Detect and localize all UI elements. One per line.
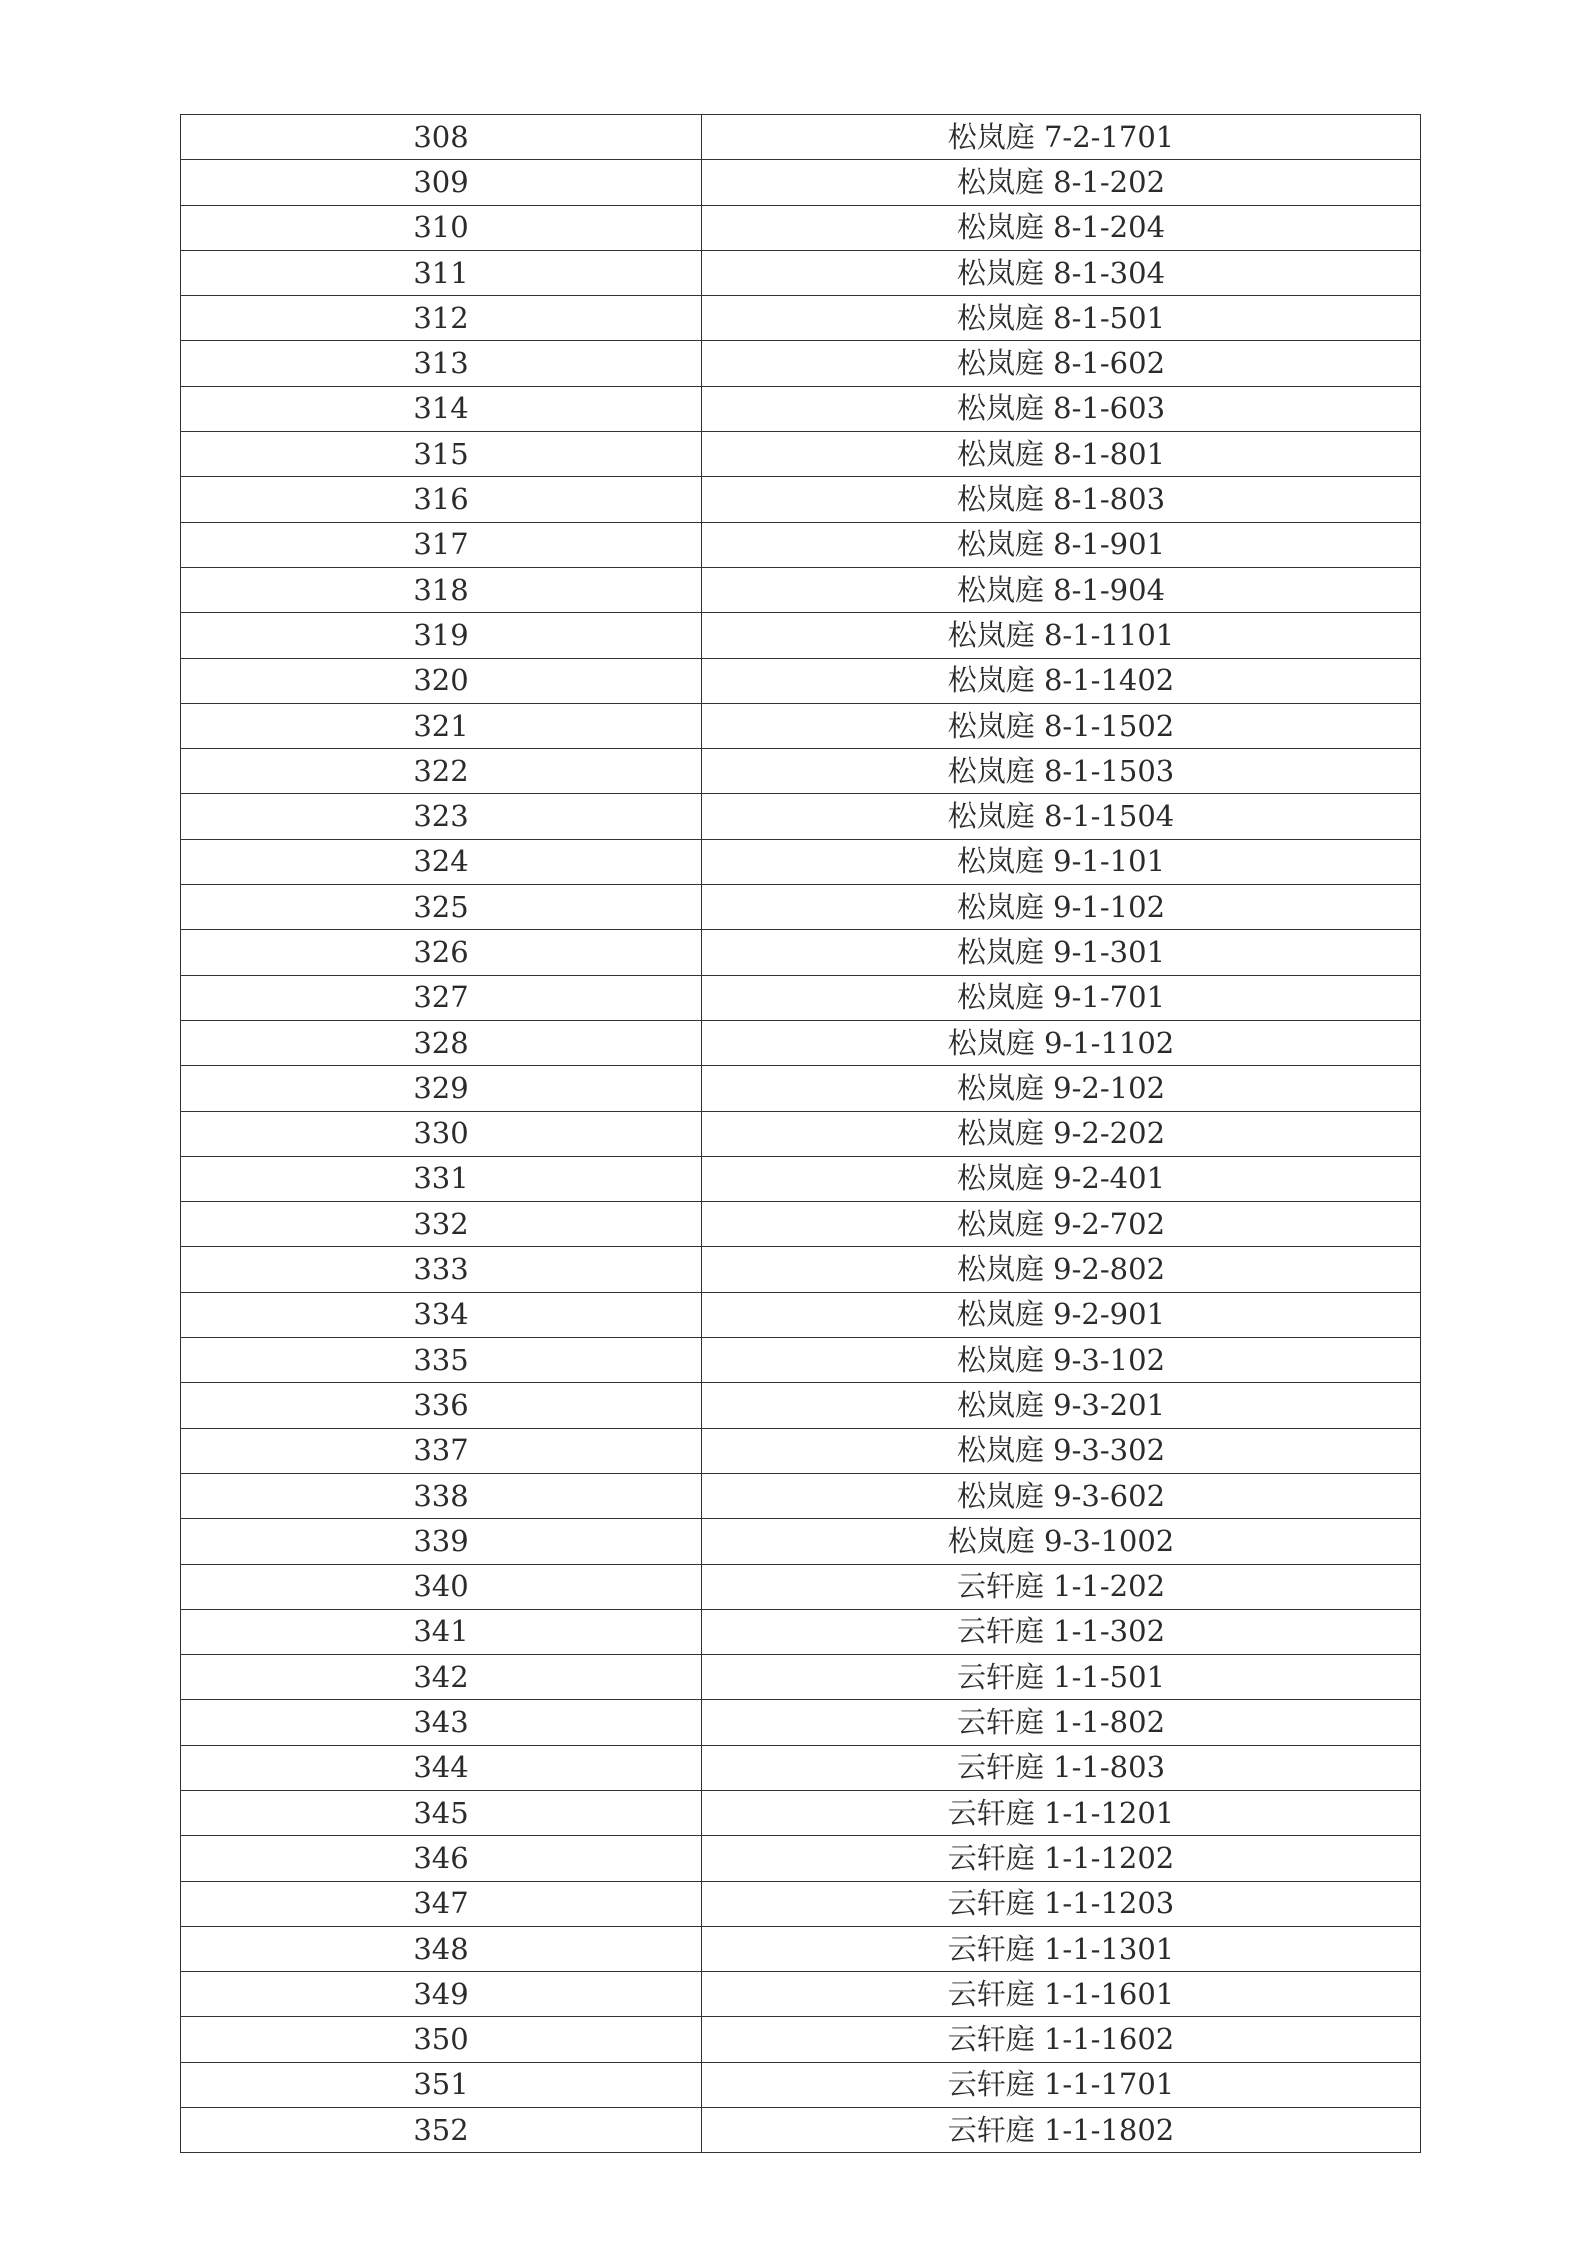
row-number-cell: 328 [181,1020,702,1065]
row-number-cell: 334 [181,1292,702,1337]
table-row [181,2017,1421,2062]
unit-address-cell: 云轩庭 1-1-1203 [702,1881,1421,1926]
table-row [181,2062,1421,2107]
unit-address-cell: 松岚庭 9-2-802 [702,1247,1421,1292]
unit-address-cell: 松岚庭 9-2-401 [702,1156,1421,1201]
unit-address-cell: 松岚庭 9-1-101 [702,839,1421,884]
unit-address-cell: 松岚庭 9-2-702 [702,1202,1421,1247]
table-row [181,1020,1421,1065]
row-number-cell: 323 [181,794,702,839]
table-row [181,1473,1421,1518]
table-row [181,477,1421,522]
unit-address-cell: 松岚庭 9-1-102 [702,885,1421,930]
table-row [181,1156,1421,1201]
unit-address-cell: 松岚庭 9-2-901 [702,1292,1421,1337]
table-row [181,1745,1421,1790]
unit-address-cell: 云轩庭 1-1-302 [702,1609,1421,1654]
row-number-cell: 347 [181,1881,702,1926]
table-row [181,1700,1421,1745]
row-number-cell: 342 [181,1655,702,1700]
table-row [181,1790,1421,1835]
unit-address-cell: 松岚庭 7-2-1701 [702,115,1421,160]
unit-address-cell: 松岚庭 9-1-701 [702,975,1421,1020]
unit-address-cell: 云轩庭 1-1-501 [702,1655,1421,1700]
row-number-cell: 326 [181,930,702,975]
table-row [181,1066,1421,1111]
row-number-cell: 317 [181,522,702,567]
row-number-cell: 325 [181,885,702,930]
table-row [181,1972,1421,2017]
unit-address-cell: 松岚庭 9-3-302 [702,1428,1421,1473]
row-number-cell: 320 [181,658,702,703]
row-number-cell: 310 [181,205,702,250]
row-number-cell: 350 [181,2017,702,2062]
row-number-cell: 344 [181,1745,702,1790]
unit-address-cell: 松岚庭 8-1-801 [702,432,1421,477]
row-number-cell: 311 [181,250,702,295]
table-row [181,1655,1421,1700]
unit-address-cell: 云轩庭 1-1-1201 [702,1790,1421,1835]
unit-address-cell: 松岚庭 8-1-803 [702,477,1421,522]
unit-address-cell: 松岚庭 9-1-301 [702,930,1421,975]
unit-address-cell: 松岚庭 8-1-904 [702,567,1421,612]
row-number-cell: 322 [181,749,702,794]
row-number-cell: 331 [181,1156,702,1201]
unit-address-cell: 云轩庭 1-1-1601 [702,1972,1421,2017]
row-number-cell: 343 [181,1700,702,1745]
table-row [181,703,1421,748]
table-row [181,1836,1421,1881]
table-row [181,205,1421,250]
table-row [181,341,1421,386]
unit-address-cell: 松岚庭 8-1-1402 [702,658,1421,703]
row-number-cell: 332 [181,1202,702,1247]
table-row [181,522,1421,567]
row-number-cell: 335 [181,1338,702,1383]
table-row [181,975,1421,1020]
row-number-cell: 314 [181,386,702,431]
row-number-cell: 316 [181,477,702,522]
unit-address-cell: 松岚庭 9-2-202 [702,1111,1421,1156]
table-row [181,1202,1421,1247]
table-row [181,1383,1421,1428]
unit-address-cell: 松岚庭 9-1-1102 [702,1020,1421,1065]
table-row [181,1111,1421,1156]
unit-address-cell: 松岚庭 8-1-602 [702,341,1421,386]
table-row [181,1609,1421,1654]
unit-address-cell: 松岚庭 8-1-501 [702,296,1421,341]
row-number-cell: 330 [181,1111,702,1156]
table-row [181,839,1421,884]
unit-address-cell: 松岚庭 8-1-603 [702,386,1421,431]
row-number-cell: 349 [181,1972,702,2017]
unit-address-cell: 松岚庭 8-1-204 [702,205,1421,250]
unit-address-cell: 松岚庭 9-3-102 [702,1338,1421,1383]
table-row [181,1519,1421,1564]
address-table-body [181,115,1421,2153]
row-number-cell: 324 [181,839,702,884]
row-number-cell: 341 [181,1609,702,1654]
row-number-cell: 329 [181,1066,702,1111]
row-number-cell: 348 [181,1926,702,1971]
row-number-cell: 312 [181,296,702,341]
row-number-cell: 308 [181,115,702,160]
row-number-cell: 309 [181,160,702,205]
unit-address-cell: 云轩庭 1-1-1301 [702,1926,1421,1971]
unit-address-cell: 松岚庭 8-1-1504 [702,794,1421,839]
table-row [181,749,1421,794]
row-number-cell: 336 [181,1383,702,1428]
unit-address-cell: 松岚庭 8-1-304 [702,250,1421,295]
table-row [181,386,1421,431]
table-row [181,296,1421,341]
table-row [181,1292,1421,1337]
unit-address-cell: 云轩庭 1-1-202 [702,1564,1421,1609]
unit-address-cell: 云轩庭 1-1-1802 [702,2108,1421,2153]
table-row [181,567,1421,612]
unit-address-cell: 松岚庭 8-1-901 [702,522,1421,567]
unit-address-cell: 松岚庭 9-2-102 [702,1066,1421,1111]
table-row [181,1428,1421,1473]
row-number-cell: 337 [181,1428,702,1473]
unit-address-cell: 松岚庭 8-1-1101 [702,613,1421,658]
row-number-cell: 321 [181,703,702,748]
unit-address-cell: 松岚庭 8-1-1502 [702,703,1421,748]
unit-address-cell: 松岚庭 9-3-602 [702,1473,1421,1518]
row-number-cell: 346 [181,1836,702,1881]
table-row [181,794,1421,839]
row-number-cell: 333 [181,1247,702,1292]
unit-address-cell: 云轩庭 1-1-803 [702,1745,1421,1790]
row-number-cell: 327 [181,975,702,1020]
row-number-cell: 351 [181,2062,702,2107]
row-number-cell: 340 [181,1564,702,1609]
table-row [181,1338,1421,1383]
row-number-cell: 313 [181,341,702,386]
table-row [181,432,1421,477]
unit-address-cell: 松岚庭 8-1-202 [702,160,1421,205]
address-table [180,114,1421,2153]
row-number-cell: 319 [181,613,702,658]
table-row [181,613,1421,658]
row-number-cell: 318 [181,567,702,612]
table-row [181,1881,1421,1926]
unit-address-cell: 松岚庭 8-1-1503 [702,749,1421,794]
table-row [181,160,1421,205]
table-row [181,1564,1421,1609]
table-row [181,1926,1421,1971]
row-number-cell: 315 [181,432,702,477]
table-row [181,1247,1421,1292]
unit-address-cell: 云轩庭 1-1-1701 [702,2062,1421,2107]
table-row [181,930,1421,975]
table-row [181,658,1421,703]
table-row [181,2108,1421,2153]
unit-address-cell: 云轩庭 1-1-802 [702,1700,1421,1745]
row-number-cell: 339 [181,1519,702,1564]
row-number-cell: 338 [181,1473,702,1518]
table-row [181,885,1421,930]
unit-address-cell: 云轩庭 1-1-1602 [702,2017,1421,2062]
row-number-cell: 345 [181,1790,702,1835]
unit-address-cell: 松岚庭 9-3-1002 [702,1519,1421,1564]
unit-address-cell: 松岚庭 9-3-201 [702,1383,1421,1428]
unit-address-cell: 云轩庭 1-1-1202 [702,1836,1421,1881]
row-number-cell: 352 [181,2108,702,2153]
table-row [181,250,1421,295]
table-row [181,115,1421,160]
